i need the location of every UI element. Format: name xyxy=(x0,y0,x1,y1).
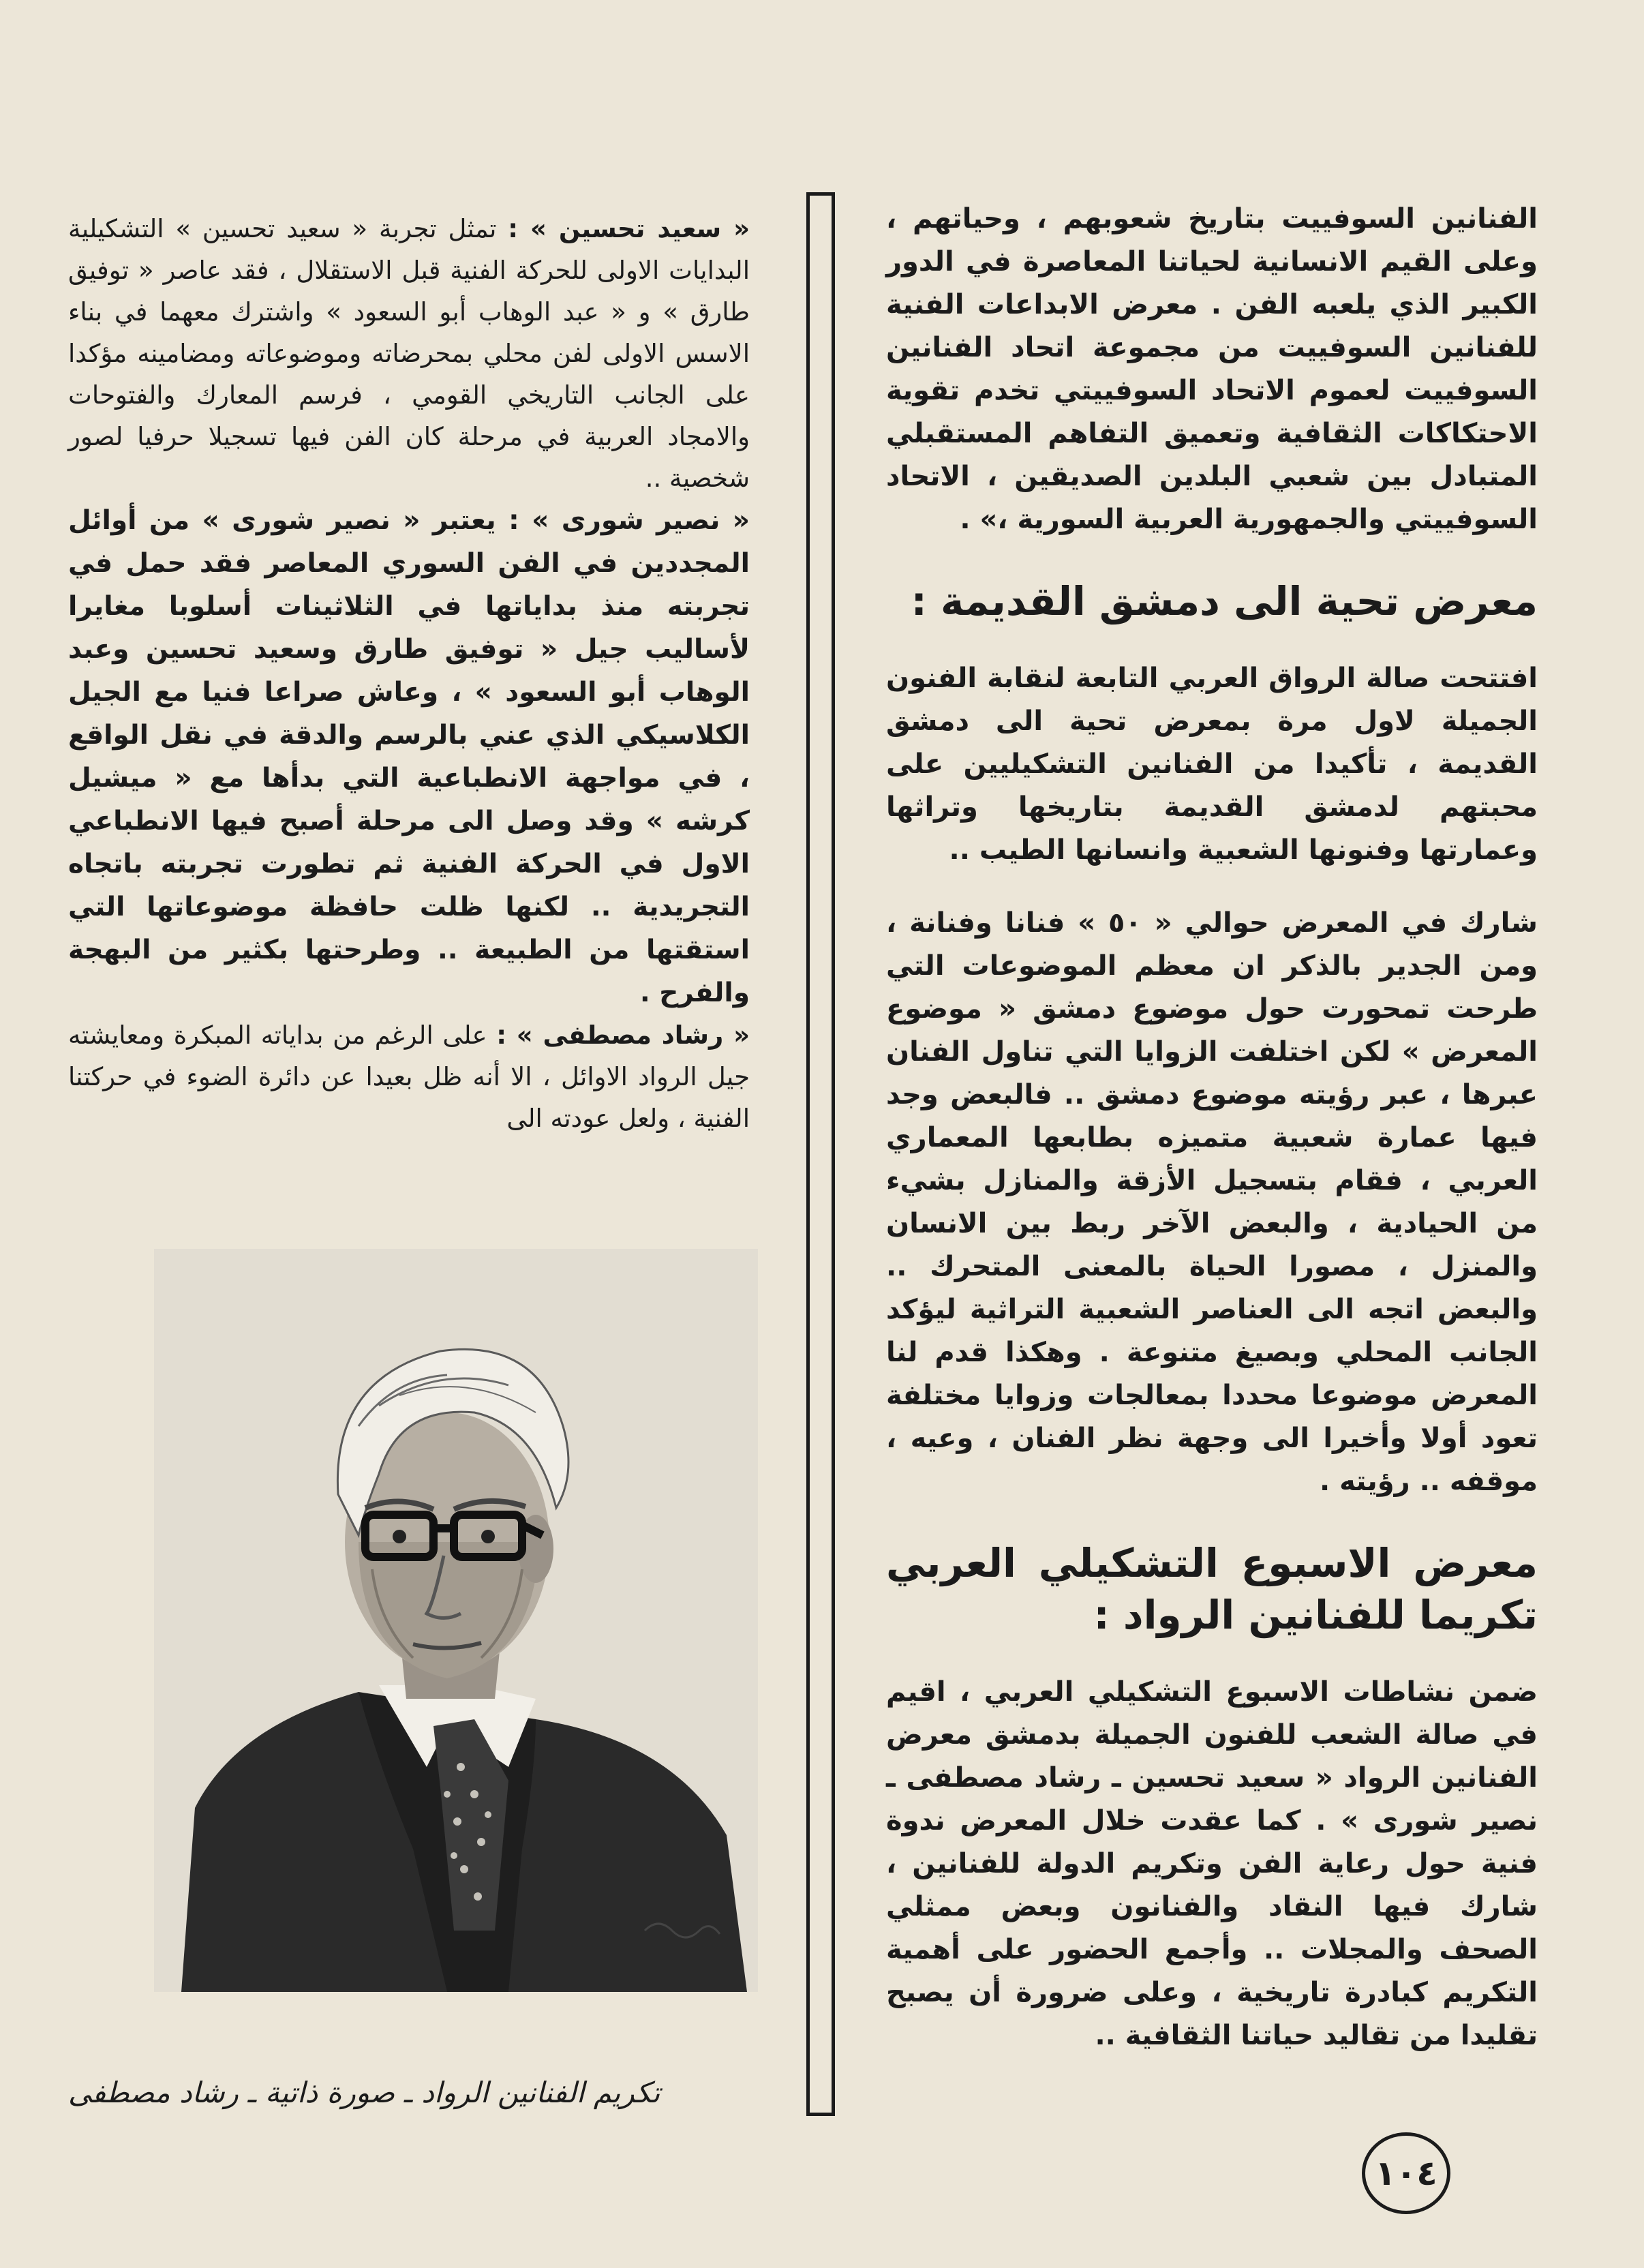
text-said-tahsin: تمثل تجربة « سعيد تحسين » التشكيلية البدايات الاولى للحركة الفنية قبل الاستقلال ، فقد عاصر « توفيق طارق » و « عبد الوهاب أبو السعود » واشترك معهما في بناء الاسس الاولى لفن محلي بمحرضاته وموضوعاته ومضامينه مؤكدا على الجانب التاريخي القومي ، فرسم المعارك والفتوحات والامجاد العربية في مرحلة كان الفن فيها تسجيلا حرفيا لصور شخصية .. xyxy=(68,214,750,493)
intro-paragraph: الفنانين السوفييت بتاريخ شعوبهم ، وحياتهم ، وعلى القيم الانسانية لحياتنا المعاصرة في الدور الكبير الذي يلعبه الفن . معرض الابداعات الفنية للفنانين السوفييت من مجموعة اتحاد الفنانين السوفييت لعموم الاتحاد السوفييتي تخدم تقوية الاحتكاكات الثقافية وتعميق التفاهم المستقبلي المتبادل بين شعبي البلدين الصديقين ، الاتحاد السوفييتي والجمهورية العربية السورية ،» . xyxy=(886,203,1538,535)
paragraph-rashad-mustafa xyxy=(68,1014,750,1139)
name-rashad-mustafa: « رشاد مصطفى » : xyxy=(496,1020,750,1050)
section1-paragraph-1: افتتحت صالة الرواق العربي التابعة لنقابة الفنون الجميلة لاول مرة بمعرض تحية الى دمشق القديمة ، تأكيدا من الفنانين التشكيليين على محبتهم لدمشق القديمة بتاريخها وتراثها وعمارتها وفنونها الشعبية وانسانها الطيب .. xyxy=(886,663,1538,866)
text-rashad-mustafa: على الرغم من بداياته المبكرة ومعايشته جيل الرواد الاوائل ، الا أنه ظل بعيدا عن دائرة الضوء في حركتنا الفنية ، ولعل عودته الى xyxy=(68,1020,750,1133)
name-nasir-shoura: « نصير شورى » : xyxy=(508,505,750,536)
section2-paragraph-1: ضمن نشاطات الاسبوع التشكيلي العربي ، اقيم في صالة الشعب للفنون الجميلة بدمشق معرض الفنانين الرواد « سعيد تحسين ـ رشاد مصطفى ـ نصير شورى » . كما عقدت خلال المعرض ندوة فنية حول رعاية الفن وتكريم الدولة للفنانين ، شارك فيها النقاد والفنانون وبعض ممثلي الصحف والمجلات .. وأجمع الحضور على أهمية التكريم كبادرة تاريخية ، وعلى ضرورة أن يصبح تقليدا من تقاليد حياتنا الثقافية .. xyxy=(886,1676,1538,2051)
column-divider xyxy=(806,192,835,2116)
section-heading-damascus: معرض تحية الى دمشق القديمة : xyxy=(911,578,1538,624)
section-heading-arab-week: معرض الاسبوع التشكيلي العربي تكريما للفنانين الرواد : xyxy=(886,1540,1538,1638)
right-column xyxy=(886,198,1538,2087)
paragraph-nasir-shoura xyxy=(68,499,750,1014)
self-portrait-drawing xyxy=(154,1249,758,1992)
portrait-caption: تكريم الفنانين الرواد ـ صورة ذاتية ـ رشاد مصطفى xyxy=(68,2076,660,2109)
left-column xyxy=(68,208,750,1139)
name-said-tahsin: « سعيد تحسين » : xyxy=(508,214,750,243)
portrait-image xyxy=(154,1249,758,1992)
section1-paragraph-2: شارك في المعرض حوالي « ٥٠ » فنانا وفنانة ، ومن الجدير بالذكر ان معظم الموضوعات التي طرحت تمحورت حول موضوع دمشق « موضوع المعرض » لكن اختلفت الزوايا التي تناول الفنان عبرها ، عبر رؤيته موضوع دمشق .. فالبعض وجد فيها عمارة شعبية متميزه بطابعها المعماري العربي ، فقام بتسجيل الأزقة والمنازل بشيء من الحيادية ، والبعض الآخر ربط بين الانسان والمنزل ، مصورا الحياة بالمعنى المتحرك .. والبعض اتجه الى العناصر الشعبية التراثية ليؤكد الجانب المحلي وبصيغ متنوعة . وهكذا قدم لنا المعرض موضوعا محددا بمعالجات وزوايا مختلفة تعود أولا وأخيرا الى وجهة نظر الفنان ، وعيه ، موقفه .. رؤيته . xyxy=(886,907,1538,1497)
paragraph-said-tahsin xyxy=(68,208,750,499)
page-number: ١٠٤ xyxy=(1375,2153,1437,2193)
text-nasir-shoura: يعتبر « نصير شورى » من أوائل المجددين في الفن السوري المعاصر فقد حمل في تجربته منذ بداياتها في الثلاثينات أسلوبا مغايرا لأساليب جيل « توفيق طارق وسعيد تحسين وعبد الوهاب أبو السعود » ، وعاش صراعا فنيا مع الجيل الكلاسيكي الذي عني بالرسم والدقة في نقل الواقع ، في مواجهة الانطباعية التي بدأها مع « ميشيل كرشه » وقد وصل الى مرحلة أصبح فيها الانطباعي الاول في الحركة الفنية ثم تطورت تجربته باتجاه التجريدية .. لكنها ظلت حافظة موضوعاتها التي استقتها من الطبيعة .. وطرحتها بكثير من البهجة والفرح . xyxy=(68,505,750,1008)
page-number-badge xyxy=(1362,2132,1450,2214)
